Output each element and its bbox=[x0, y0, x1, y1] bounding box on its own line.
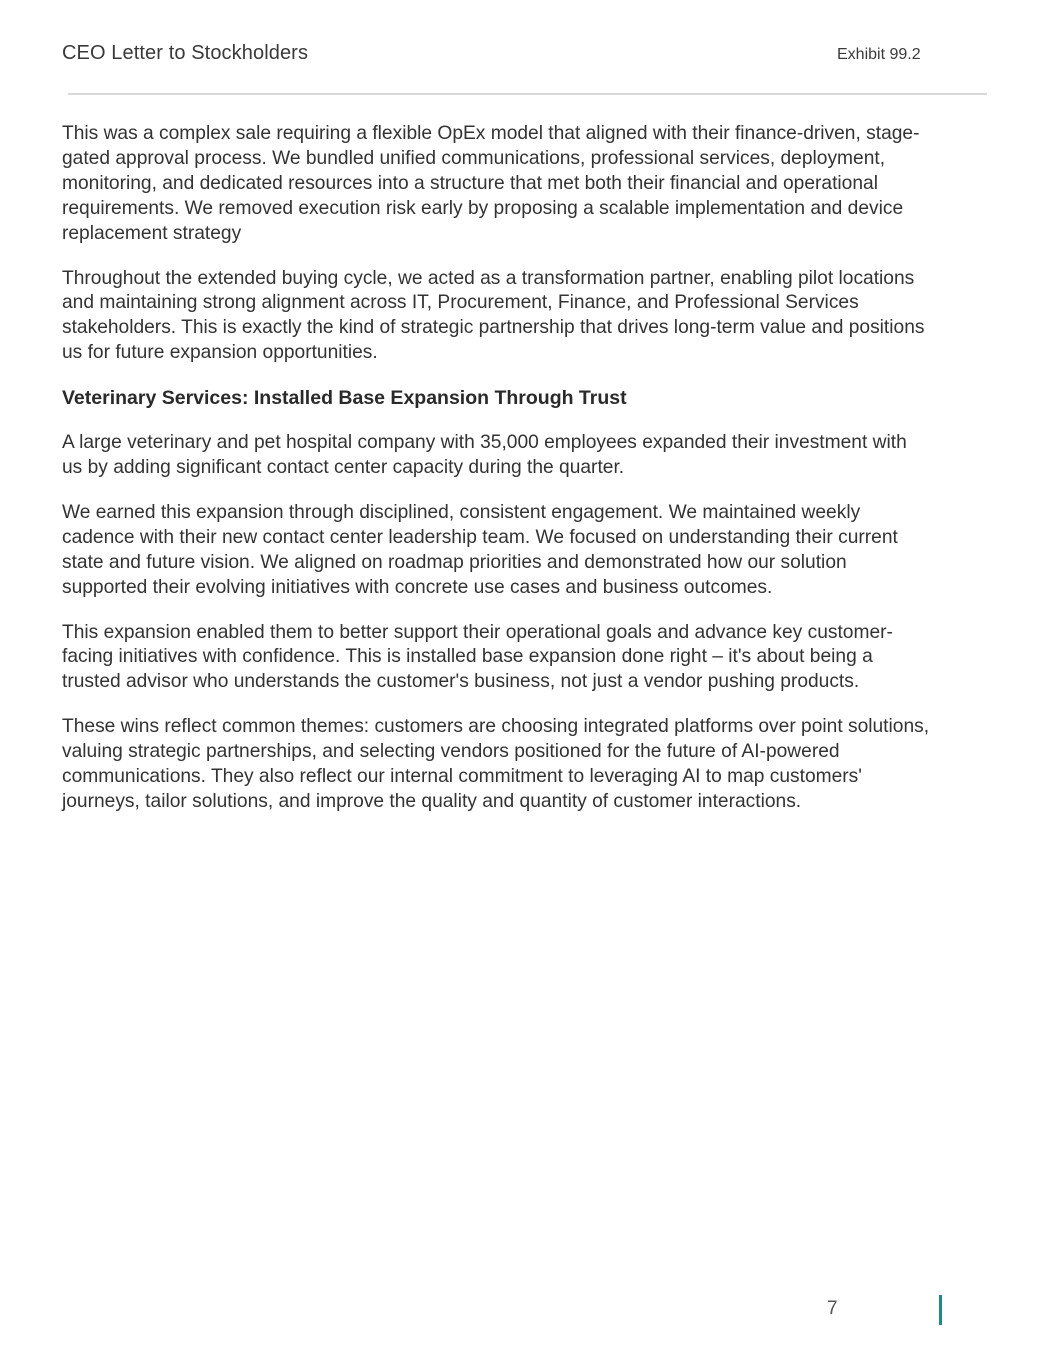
page-number: 7 bbox=[827, 1298, 838, 1319]
body-paragraph: This expansion enabled them to better support their operational goals and advance key customer-facing initiatives with confidence. This is installed base expansion done right – it's about being a trusted advisor who understands the customer's business, not just a vendor pushing products. bbox=[62, 621, 893, 693]
body-paragraph: A large veterinary and pet hospital company with 35,000 employees expanded their investment with us by adding significant contact center capacity during the quarter. bbox=[62, 432, 907, 478]
document-title: CEO Letter to Stockholders bbox=[62, 42, 309, 64]
header-divider bbox=[68, 93, 987, 95]
body-paragraph: This was a complex sale requiring a flexible OpEx model that aligned with their finance-driven, stage-gated approval process. We bundled unified communications, professional services, deployment, monitoring, and dedicated resources into a structure that met both their financial and operational requirements. We removed execution risk early by proposing a scalable implementation and device replacement strategy bbox=[62, 123, 920, 244]
footer-accent-bar bbox=[939, 1295, 942, 1325]
exhibit-label: Exhibit 99.2 bbox=[837, 46, 921, 63]
body-paragraph: Throughout the extended buying cycle, we acted as a transformation partner, enabling pilot locations and maintaining strong alignment across IT, Procurement, Finance, and Professional Services stakeholders. This is exactly the kind of strategic partnership that drives long-term value and positions us for future expansion opportunities. bbox=[62, 267, 925, 364]
page-header bbox=[0, 0, 1055, 100]
body-paragraph: We earned this expansion through disciplined, consistent engagement. We maintained weekly cadence with their new contact center leadership team. We focused on understanding their current state and future vision. We aligned on roadmap priorities and demonstrated how our solution supported their evolving initiatives with concrete use cases and business outcomes. bbox=[62, 501, 898, 598]
body-paragraph: These wins reflect common themes: customers are choosing integrated platforms over point solutions, valuing strategic partnerships, and selecting vendors positioned for the future of AI-powered communications. They also reflect our internal commitment to leveraging AI to map customers' journeys, tailor solutions, and improve the quality and quantity of customer interactions. bbox=[62, 716, 930, 812]
page-content bbox=[62, 122, 930, 835]
section-heading: Veterinary Services: Installed Base Expansion Through Trust bbox=[62, 387, 627, 410]
